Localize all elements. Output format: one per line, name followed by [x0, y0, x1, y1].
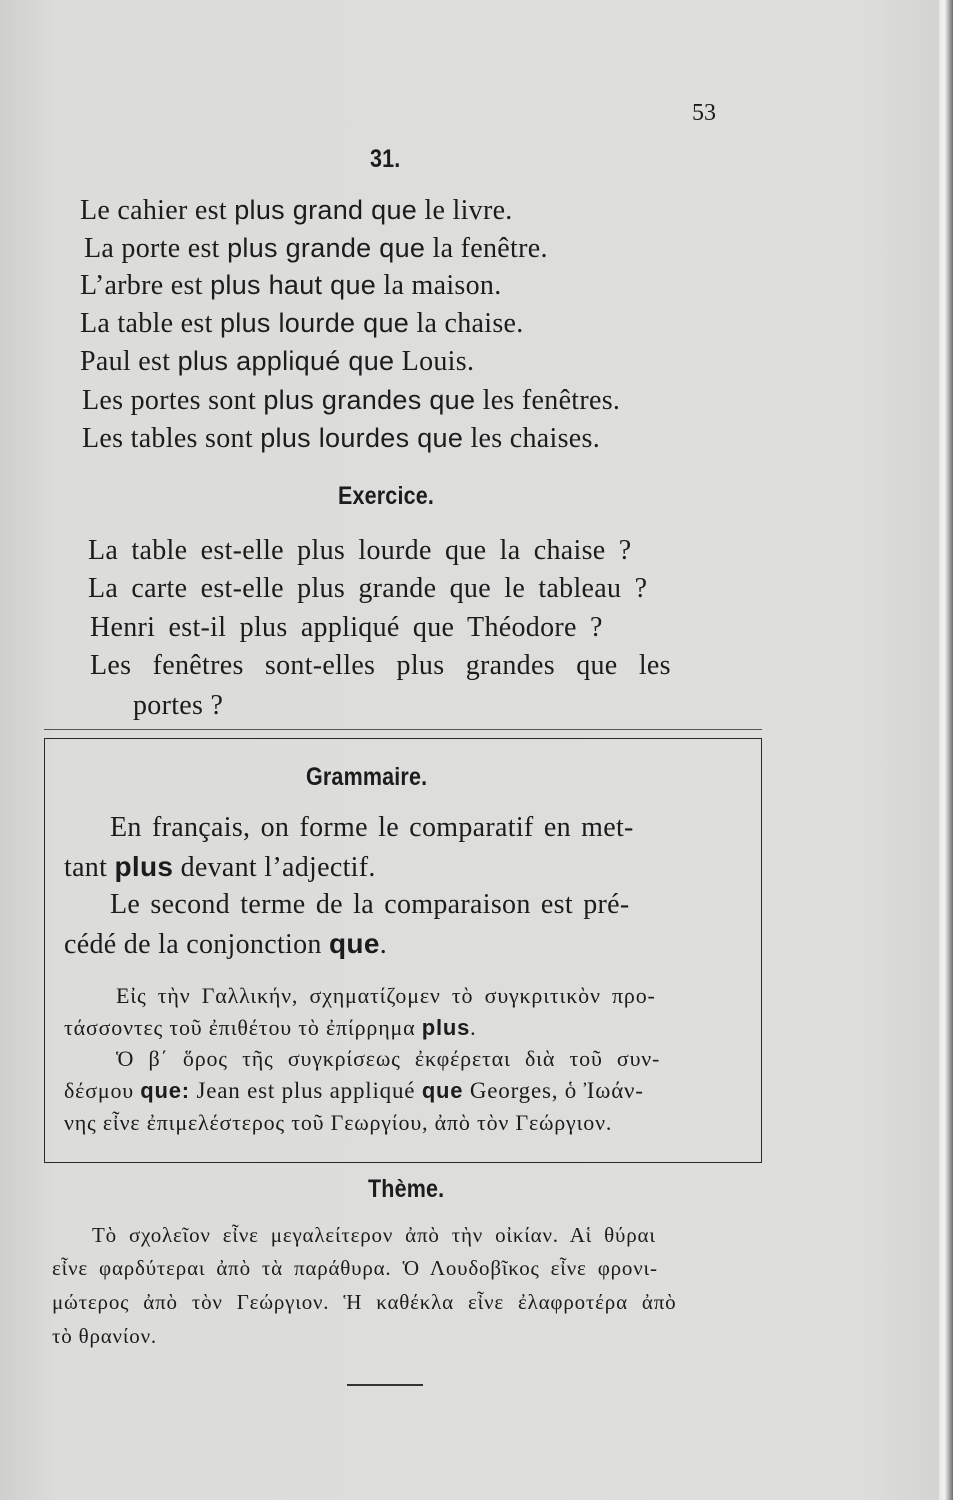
- end-rule: [347, 1384, 423, 1386]
- box-top-rule: [44, 729, 762, 730]
- grammar-heading: Grammaire.: [306, 763, 428, 791]
- lesson-line: Le cahier est plus grand que le livre.: [80, 195, 513, 226]
- theme-line: εἶνε φαρδύτεραι ἀπὸ τὰ παράθυρα. Ὁ Λουδοβῖκος εἶνε φρονι-: [52, 1256, 658, 1280]
- exercise-line: La carte est-elle plus grande que le tableau ?: [88, 573, 648, 604]
- exercise-line: La table est-elle plus lourde que la chaise ?: [88, 535, 632, 566]
- grammar-greek: νης εἶνε ἐπιμελέστερος τοῦ Γεωργίου, ἀπὸ τὸν Γεώργιον.: [64, 1110, 613, 1135]
- theme-line: τὸ θρανίον.: [52, 1324, 157, 1348]
- lesson-line: Paul est plus appliqué que Louis.: [80, 346, 475, 377]
- theme-heading: Thème.: [368, 1175, 445, 1203]
- exercise-line: Henri est-il plus appliqué que Théodore ?: [90, 612, 603, 643]
- lesson-line: Les tables sont plus lourdes que les chaises.: [82, 423, 601, 454]
- theme-line: Τὸ σχολεῖον εἶνε μεγαλείτερον ἀπὸ τὴν οἰκίαν. Αἱ θύραι: [92, 1223, 656, 1247]
- lesson-line: La porte est plus grande que la fenêtre.: [84, 233, 548, 264]
- theme-line: μώτερος ἀπὸ τὸν Γεώργιον. Ἡ καθέκλα εἶνε ἐλαφροτέρα ἀπὸ: [52, 1290, 677, 1314]
- grammar-text: En français, on forme le comparatif en met-: [110, 812, 634, 843]
- lesson-number: 31.: [370, 145, 401, 173]
- lesson-line: Les portes sont plus grandes que les fenêtres.: [82, 385, 621, 416]
- grammar-greek: Εἰς τὴν Γαλλικήν, σχηματίζομεν τὸ συγκριτικὸν προ-: [116, 983, 656, 1008]
- exercise-line: Les fenêtres sont-elles plus grandes que les: [90, 650, 671, 681]
- grammar-greek: Ὁ β΄ ὅρος τῆς συγκρίσεως ἐκφέρεται διὰ τοῦ συν-: [116, 1046, 661, 1071]
- page-number: 53: [692, 100, 716, 126]
- grammar-text: cédé de la conjonction que.: [64, 928, 388, 960]
- lesson-line: La table est plus lourde que la chaise.: [80, 308, 524, 339]
- page-edge: [939, 0, 953, 1500]
- grammar-greek: δέσμου que: Jean est plus appliqué que Georges, ὁ Ἰωάν-: [64, 1078, 644, 1103]
- exercise-heading: Exercice.: [338, 482, 434, 510]
- grammar-text: tant plus devant l’adjectif.: [64, 851, 376, 883]
- lesson-line: L’arbre est plus haut que la maison.: [80, 270, 502, 301]
- grammar-greek: τάσσοντες τοῦ ἐπιθέτου τὸ ἐπίρρημα plus.: [64, 1015, 477, 1040]
- exercise-line: portes ?: [133, 690, 224, 721]
- grammar-text: Le second terme de la comparaison est pré-: [110, 889, 630, 920]
